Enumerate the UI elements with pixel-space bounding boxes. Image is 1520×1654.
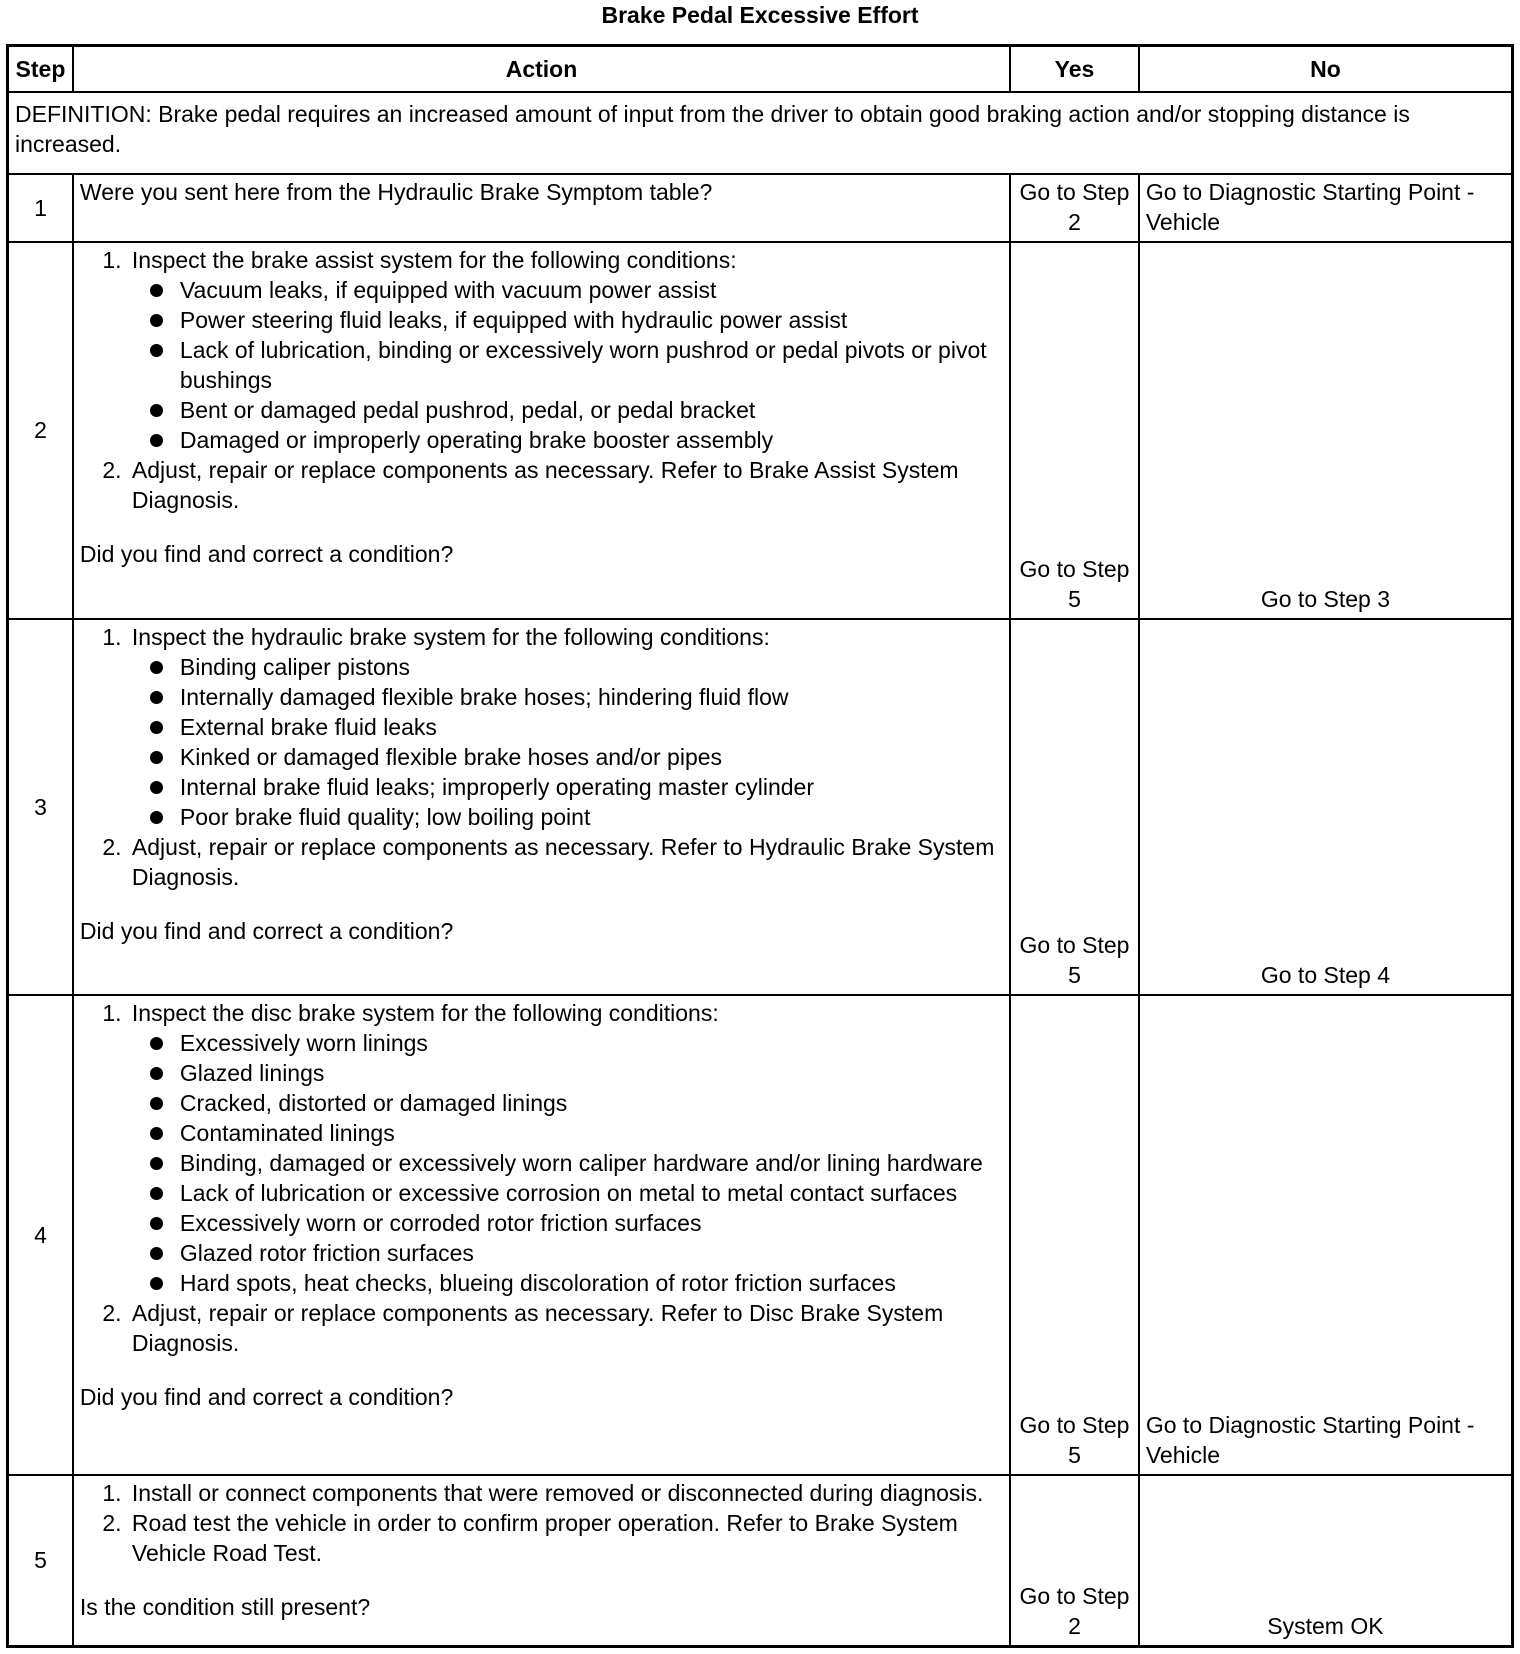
action-question: Is the condition still present?	[79, 1593, 371, 1620]
condition-text: Vacuum leaks, if equipped with vacuum power assist	[179, 277, 717, 304]
condition-text: Glazed linings	[179, 1060, 325, 1087]
yes-cell: Go to Step 5	[1010, 242, 1139, 619]
condition-text: External brake fluid leaks	[179, 713, 437, 740]
action-item	[128, 622, 1003, 832]
condition-item	[180, 1268, 1003, 1298]
header-yes: Yes	[1010, 46, 1139, 93]
condition-item	[180, 425, 1003, 455]
bullet-icon	[150, 314, 163, 327]
condition-list	[132, 1028, 1003, 1298]
bullet-icon	[150, 1247, 163, 1260]
bullet-icon	[150, 1067, 163, 1080]
condition-text: Internally damaged flexible brake hoses; hindering fluid flow	[179, 683, 789, 710]
action-question: Did you find and correct a condition?	[79, 917, 454, 944]
yes-cell: Go to Step 5	[1010, 995, 1139, 1474]
condition-item	[180, 395, 1003, 425]
table-row	[8, 242, 1513, 619]
bullet-icon	[150, 811, 163, 824]
bullet-icon	[150, 721, 163, 734]
bullet-icon	[150, 404, 163, 417]
condition-item	[180, 1238, 1003, 1268]
action-list	[80, 245, 1003, 515]
step-number: 5	[8, 1475, 73, 1647]
condition-text: Lack of lubrication or excessive corrosion on metal to metal contact surfaces	[179, 1180, 958, 1207]
condition-item	[180, 682, 1003, 712]
yes-cell: Go to Step 2	[1010, 1475, 1139, 1647]
condition-item	[180, 335, 1003, 395]
header-no: No	[1139, 46, 1513, 93]
condition-text: Binding, damaged or excessively worn caliper hardware and/or lining hardware	[179, 1150, 983, 1177]
condition-item	[180, 1178, 1003, 1208]
condition-item	[180, 1088, 1003, 1118]
step-number: 4	[8, 995, 73, 1474]
action-item	[128, 1478, 1003, 1508]
condition-text: Damaged or improperly operating brake booster assembly	[179, 427, 774, 454]
bullet-icon	[150, 1277, 163, 1290]
diagnostic-table	[6, 44, 1514, 1648]
bullet-icon	[150, 751, 163, 764]
yes-cell: Go to Step 5	[1010, 619, 1139, 996]
action-list	[80, 622, 1003, 892]
condition-text: Hard spots, heat checks, blueing discoloration of rotor friction surfaces	[179, 1270, 896, 1297]
action-item	[128, 1508, 1003, 1568]
condition-item	[180, 1148, 1003, 1178]
no-cell: Go to Step 3	[1139, 242, 1513, 619]
header-action: Action	[73, 46, 1010, 93]
action-question: Were you sent here from the Hydraulic Brake Symptom table?	[79, 179, 713, 206]
action-item	[128, 998, 1003, 1298]
action-cell	[73, 174, 1010, 242]
action-item-text: Inspect the brake assist system for the following conditions:	[131, 247, 737, 274]
condition-item	[180, 305, 1003, 335]
action-cell	[73, 619, 1010, 996]
action-item-text: Adjust, repair or replace components as necessary. Refer to Disc Brake System Diagnosis.	[131, 1300, 944, 1357]
no-cell: Go to Diagnostic Starting Point - Vehicle	[1139, 995, 1513, 1474]
condition-text: Excessively worn linings	[179, 1030, 428, 1057]
bullet-icon	[150, 1157, 163, 1170]
no-cell: System OK	[1139, 1475, 1513, 1647]
action-item	[128, 1298, 1003, 1358]
condition-text: Binding caliper pistons	[179, 653, 411, 680]
action-item	[128, 455, 1003, 515]
action-list	[80, 1478, 1003, 1568]
definition-row	[8, 92, 1513, 174]
condition-item	[180, 1118, 1003, 1148]
page-title: Brake Pedal Excessive Effort	[601, 2, 919, 28]
bullet-icon	[150, 1037, 163, 1050]
condition-text: Cracked, distorted or damaged linings	[179, 1090, 568, 1117]
bullet-icon	[150, 344, 163, 357]
bullet-icon	[150, 1187, 163, 1200]
header-row	[8, 46, 1513, 93]
condition-item	[180, 1028, 1003, 1058]
no-cell: Go to Diagnostic Starting Point - Vehicle	[1139, 174, 1513, 242]
condition-text: Power steering fluid leaks, if equipped with hydraulic power assist	[179, 307, 848, 334]
table-row	[8, 619, 1513, 996]
condition-item	[180, 1058, 1003, 1088]
bullet-icon	[150, 1097, 163, 1110]
action-item-text: Inspect the disc brake system for the following conditions:	[131, 1000, 719, 1027]
condition-text: Kinked or damaged flexible brake hoses and/or pipes	[179, 743, 723, 770]
yes-cell: Go to Step 2	[1010, 174, 1139, 242]
header-step: Step	[8, 46, 73, 93]
condition-item	[180, 802, 1003, 832]
condition-item	[180, 712, 1003, 742]
action-item-text: Install or connect components that were removed or disconnected during diagnosis.	[131, 1479, 984, 1506]
condition-item	[180, 652, 1003, 682]
action-item-text: Adjust, repair or replace components as necessary. Refer to Brake Assist System Diagnosis.	[131, 457, 959, 514]
action-item	[128, 245, 1003, 455]
bullet-icon	[150, 1127, 163, 1140]
no-cell: Go to Step 4	[1139, 619, 1513, 996]
condition-text: Bent or damaged pedal pushrod, pedal, or pedal bracket	[179, 397, 756, 424]
bullet-icon	[150, 661, 163, 674]
action-list	[80, 998, 1003, 1358]
step-number: 3	[8, 619, 73, 996]
action-question: Did you find and correct a condition?	[79, 541, 454, 568]
table-row	[8, 174, 1513, 242]
bullet-icon	[150, 284, 163, 297]
action-item-text: Inspect the hydraulic brake system for the following conditions:	[131, 623, 770, 650]
condition-item	[180, 1208, 1003, 1238]
step-number: 1	[8, 174, 73, 242]
condition-text: Contaminated linings	[179, 1120, 395, 1147]
condition-list	[132, 275, 1003, 455]
condition-item	[180, 275, 1003, 305]
condition-text: Excessively worn or corroded rotor friction surfaces	[179, 1210, 702, 1237]
step-number: 2	[8, 242, 73, 619]
condition-item	[180, 772, 1003, 802]
table-row	[8, 995, 1513, 1474]
action-item	[128, 832, 1003, 892]
condition-list	[132, 652, 1003, 832]
bullet-icon	[150, 1217, 163, 1230]
action-question: Did you find and correct a condition?	[79, 1384, 454, 1411]
bullet-icon	[150, 781, 163, 794]
table-row	[8, 1475, 1513, 1647]
condition-text: Internal brake fluid leaks; improperly operating master cylinder	[179, 773, 814, 800]
action-cell	[73, 1475, 1010, 1647]
bullet-icon	[150, 434, 163, 447]
definition-text: DEFINITION: Brake pedal requires an increased amount of input from the driver to obtain good braking action and/or stopping distance is increased.	[8, 92, 1513, 174]
condition-text: Poor brake fluid quality; low boiling point	[179, 803, 591, 830]
action-item-text: Road test the vehicle in order to confirm proper operation. Refer to Brake System Vehicle Road Test.	[131, 1509, 958, 1566]
action-cell	[73, 242, 1010, 619]
action-item-text: Adjust, repair or replace components as necessary. Refer to Hydraulic Brake System Diagnosis.	[131, 833, 995, 890]
condition-item	[180, 742, 1003, 772]
condition-text: Glazed rotor friction surfaces	[179, 1240, 474, 1267]
condition-text: Lack of lubrication, binding or excessively worn pushrod or pedal pivots or pivot bushings	[179, 337, 987, 394]
bullet-icon	[150, 691, 163, 704]
action-cell	[73, 995, 1010, 1474]
